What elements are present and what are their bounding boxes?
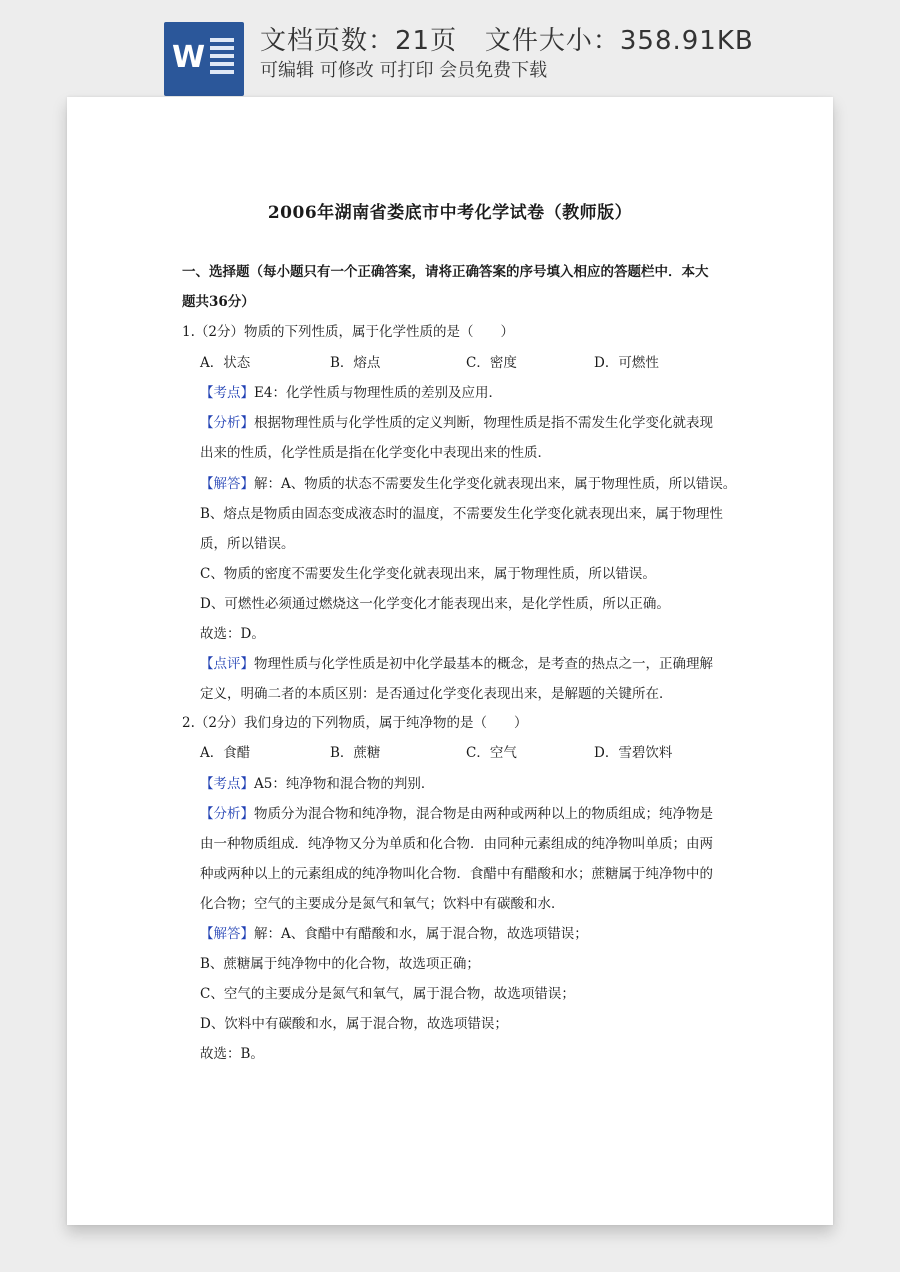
question-1-stem: 1.（2分）物质的下列性质，属于化学性质的是（ ） — [182, 324, 514, 340]
q1-jieda — [200, 474, 736, 494]
q1-jieda-d: D、可燃性必须通过燃烧这一化学变化才能表现出来，是化学性质，所以正确。 — [200, 596, 670, 612]
document-title: 2006年湖南省娄底市中考化学试卷（教师版） — [267, 203, 633, 223]
q2-answer: 故选：B。 — [200, 1046, 264, 1062]
question-2-stem: 2.（2分）我们身边的下列物质，属于纯净物的是（ ） — [182, 715, 528, 731]
document-features-line: 可编辑 可修改 可打印 会员免费下载 — [260, 60, 548, 81]
word-document-icon — [164, 22, 244, 96]
q2-kaodian — [200, 774, 434, 794]
question-2-options — [200, 743, 760, 763]
q2-fenxi-cont-1: 由一种物质组成．纯净物又分为单质和化合物．由同种元素组成的纯净物叫单质；由两 — [200, 836, 713, 852]
word-icon-letter: W — [172, 40, 206, 75]
document-info-line: 文档页数：21页 文件大小：358.91KB — [260, 26, 754, 56]
fenxi-text: 物质分为混合物和纯净物，混合物是由两种或两种以上的物质组成；纯净物是 — [254, 806, 713, 822]
q2-fenxi — [200, 804, 713, 824]
kaodian-text: E4：化学性质与物理性质的差别及应用． — [254, 385, 502, 401]
option-a: A．状态 — [200, 355, 251, 371]
dianping-text: 物理性质与化学性质是初中化学最基本的概念，是考查的热点之一，正确理解 — [254, 656, 713, 672]
section-heading-cont: 题共36分） — [182, 294, 255, 310]
q1-fenxi-cont: 出来的性质，化学性质是指在化学变化中表现出来的性质． — [200, 445, 551, 461]
option-a: A．食醋 — [200, 745, 251, 761]
jieda-text: 解：A、食醋中有醋酸和水，属于混合物，故选项错误； — [254, 926, 588, 942]
q1-answer: 故选：D。 — [200, 626, 265, 642]
q2-jieda-d: D、饮料中有碳酸和水，属于混合物，故选项错误； — [200, 1016, 508, 1032]
q2-fenxi-cont-3: 化合物；空气的主要成分是氮气和氧气；饮料中有碳酸和水． — [200, 896, 565, 912]
q1-jieda-c: C、物质的密度不需要发生化学变化就表现出来，属于物理性质，所以错误。 — [200, 566, 656, 582]
jieda-tag: 【解答】 — [200, 926, 254, 942]
q2-fenxi-cont-2: 种或两种以上的元素组成的纯净物叫化合物．食醋中有醋酸和水；蔗糖属于纯净物中的 — [200, 866, 713, 882]
q2-jieda-c: C、空气的主要成分是氮气和氧气，属于混合物，故选项错误； — [200, 986, 575, 1002]
kaodian-tag: 【考点】 — [200, 385, 254, 401]
option-b: B．蔗糖 — [330, 745, 381, 761]
document-page — [67, 97, 833, 1225]
word-icon-lines — [210, 38, 234, 78]
q1-dianping-cont: 定义，明确二者的本质区别：是否通过化学变化表现出来，是解题的关键所在． — [200, 686, 673, 702]
option-c: C．空气 — [466, 745, 517, 761]
fenxi-tag: 【分析】 — [200, 415, 254, 431]
q2-jieda — [200, 924, 588, 944]
option-d: D．雪碧饮料 — [594, 745, 673, 761]
fenxi-tag: 【分析】 — [200, 806, 254, 822]
q1-jieda-b: B、熔点是物质由固态变成液态时的温度，不需要发生化学变化就表现出来，属于物理性 — [200, 506, 723, 522]
kaodian-text: A5：纯净物和混合物的判别． — [254, 776, 435, 792]
dianping-tag: 【点评】 — [200, 656, 254, 672]
q1-kaodian — [200, 383, 502, 403]
kaodian-tag: 【考点】 — [200, 776, 254, 792]
section-heading: 一、选择题（每小题只有一个正确答案，请将正确答案的序号填入相应的答题栏中．本大 — [182, 264, 709, 280]
option-b: B．熔点 — [330, 355, 381, 371]
q1-fenxi — [200, 413, 713, 433]
q1-dianping — [200, 654, 713, 674]
option-c: C．密度 — [466, 355, 517, 371]
option-d: D．可燃性 — [594, 355, 659, 371]
question-1-options — [200, 353, 760, 373]
q1-jieda-b-cont: 质，所以错误。 — [200, 536, 295, 552]
jieda-tag: 【解答】 — [200, 476, 254, 492]
q2-jieda-b: B、蔗糖属于纯净物中的化合物，故选项正确； — [200, 956, 480, 972]
fenxi-text: 根据物理性质与化学性质的定义判断，物理性质是指不需发生化学变化就表现 — [254, 415, 713, 431]
jieda-text: 解：A、物质的状态不需要发生化学变化就表现出来，属于物理性质，所以错误。 — [254, 476, 737, 492]
